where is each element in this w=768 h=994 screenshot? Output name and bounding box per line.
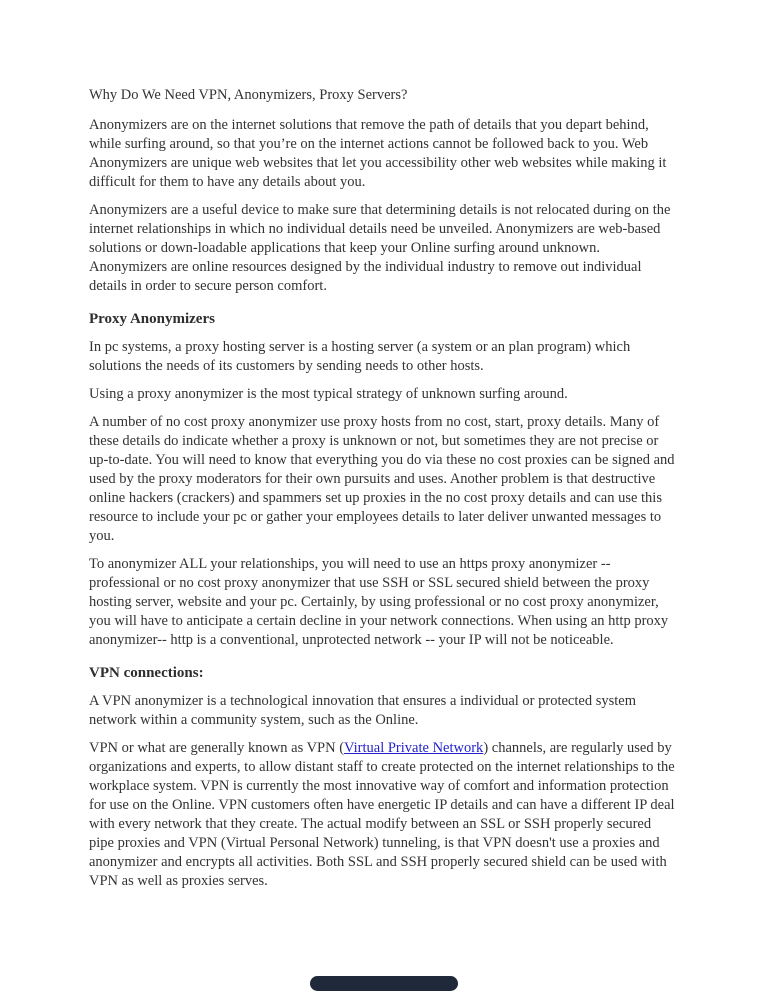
section-heading-vpn-connections: VPN connections:: [89, 665, 204, 681]
paragraph-anonymizers-device: Anonymizers are a useful device to make sure that determining details is not relocated during on the internet relationships in which no individual details need be unveiled. Anonymizers are web-based solutions or down-loadable applications that keep your Online surfing around unknown. Anonymizers are online resources designed by the individual industry to remove out individual details in order to secure person comfort.: [89, 202, 671, 294]
home-indicator-bar[interactable]: [310, 976, 458, 991]
virtual-private-network-link[interactable]: Virtual Private Network: [344, 740, 484, 756]
paragraph-vpn-definition: A VPN anonymizer is a technological innovation that ensures a individual or protected system network within a community system, such as the Online.: [89, 693, 636, 728]
vpn-paragraph-text-before: VPN or what are generally known as VPN (: [89, 740, 345, 756]
paragraph-proxy-definition: In pc systems, a proxy hosting server is a hosting server (a system or an plan program) which solutions the needs of its customers by sending needs to other hosts.: [89, 339, 631, 374]
paragraph-vpn-details: [89, 739, 679, 891]
section-heading-proxy-anonymizers: Proxy Anonymizers: [89, 311, 215, 327]
paragraph-proxy-strategy: Using a proxy anonymizer is the most typical strategy of unknown surfing around.: [89, 386, 568, 402]
vpn-paragraph-text-after: ) channels, are regularly used by organizations and experts, to allow distant staff to create protected on the internet relationships to the workplace system. VPN is currently the most innovative way of comfort and information protection for use on the Online. VPN customers often have energetic IP details and can have a different IP deal with every network that they create. The actual modify between an SSL or SSH properly secured pipe proxies and VPN (Virtual Personal Network) tunneling, is that VPN doesn't use a proxies and anonymizer and encrypts all activities. Both SSL and SSH properly secured shield can be used with VPN as well as proxies serves.: [89, 740, 675, 889]
paragraph-https-proxy: To anonymizer ALL your relationships, you will need to use an https proxy anonymizer -- professional or no cost proxy anonymizer that use SSH or SSL secured shield between the proxy hosting server, website and your pc. Certainly, by using professional or no cost proxy anonymizer, you will have to anticipate a certain decline in your network connections. When using an http proxy anonymizer-- http is a conventional, unprotected network -- your IP will not be noticeable.: [89, 556, 669, 648]
document-content: [89, 86, 679, 900]
paragraph-anonymizers-intro: Anonymizers are on the internet solutions that remove the path of details that you depart behind, while surfing around, so that you’re on the internet actions cannot be followed back to you. Web Anonymizers are unique web websites that let you accessibility other web websites while making it difficult for them to have any details about you.: [89, 117, 667, 190]
document-title: Why Do We Need VPN, Anonymizers, Proxy Servers?: [89, 87, 408, 103]
paragraph-free-proxy-risks: A number of no cost proxy anonymizer use proxy hosts from no cost, start, proxy details. Many of these details do indicate whether a proxy is unknown or not, but sometimes they are not precise or up-to-date. You will need to know that everything you do via these no cost proxies can be signed and used by the proxy moderators for their own pursuits and uses. Another problem is that destructive online hackers (crackers) and spammers set up proxies in the no cost proxy details and can use this resource to include your pc or gather your employees details to later deliver unwanted messages to you.: [89, 414, 675, 544]
